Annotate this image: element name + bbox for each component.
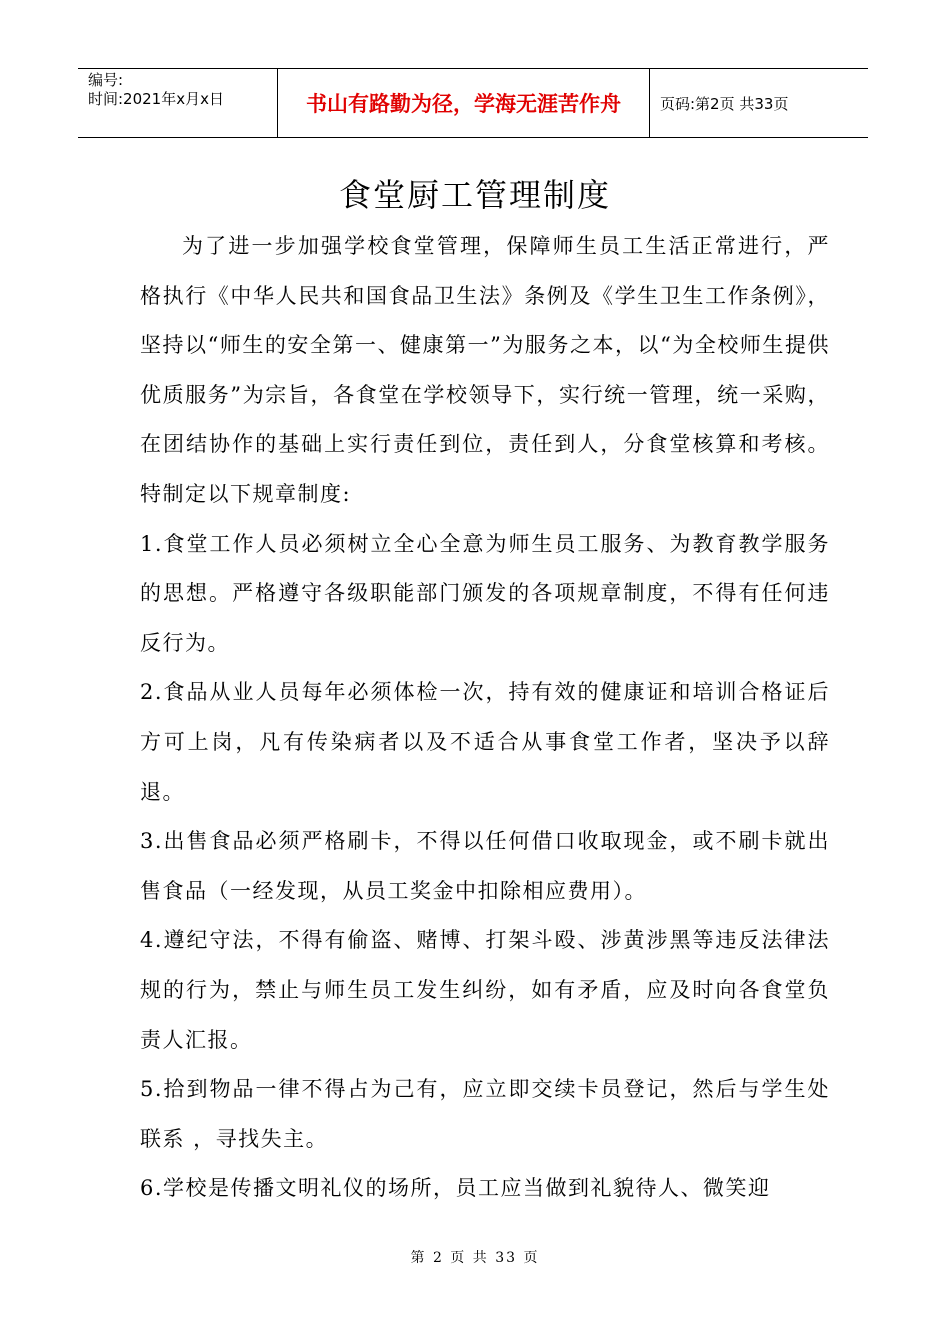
rule-paragraph-2: 2.食品从业人员每年必须体检一次，持有效的健康证和培训合格证后方可上岗，凡有传染病者以及不适合从事食堂工作者，坚决予以辞退。	[140, 680, 830, 804]
document-header	[78, 68, 868, 138]
header-page-info: 页码:第2页 共33页	[660, 94, 789, 113]
rule-paragraph-3: 3.出售食品必须严格刷卡，不得以任何借口收取现金，或不刷卡就出售食品（一经发现，从员工奖金中扣除相应费用）。	[140, 829, 830, 903]
rule-paragraph-4: 4.遵纪守法，不得有偷盗、赌博、打架斗殴、涉黄涉黑等违反法律法规的行为，禁止与师生员工发生纠纷，如有矛盾，应及时向各食堂负责人汇报。	[140, 928, 830, 1052]
rule-paragraph-5: 5.拾到物品一律不得占为己有，应立即交续卡员登记，然后与学生处联系 ，寻找失主。	[140, 1077, 830, 1151]
document-body	[140, 222, 830, 1214]
document-date-label: 时间:2021年x月x日	[88, 90, 224, 108]
header-meta-cell	[78, 69, 278, 137]
document-number-label: 编号:	[88, 71, 124, 89]
page-footer: 第 2 页 共 33 页	[410, 1250, 540, 1266]
rule-paragraph-1: 1.食堂工作人员必须树立全心全意为师生员工服务、为教育教学服务的思想。严格遵守各级职能部门颁发的各项规章制度，不得有任何违反行为。	[140, 531, 830, 655]
rule-paragraph-6: 6.学校是传播文明礼仪的场所，员工应当做到礼貌待人、微笑迎	[140, 1176, 771, 1201]
document-title: 食堂厨工管理制度	[338, 176, 611, 214]
intro-paragraph: 为了进一步加强学校食堂管理，保障师生员工生活正常进行，严格执行《中华人民共和国食品卫生法》条例及《学生卫生工作条例》，坚持以“师生的安全第一、健康第一”为服务之本，以“为全校师生提供优质服务”为宗旨，各食堂在学校领导下，实行统一管理，统一采购，在团结协作的基础上实行责任到位，责任到人，分食堂核算和考核。特制定以下规章制度:	[140, 234, 830, 506]
header-motto: 书山有路勤为径，学海无涯苦作舟	[278, 69, 650, 137]
